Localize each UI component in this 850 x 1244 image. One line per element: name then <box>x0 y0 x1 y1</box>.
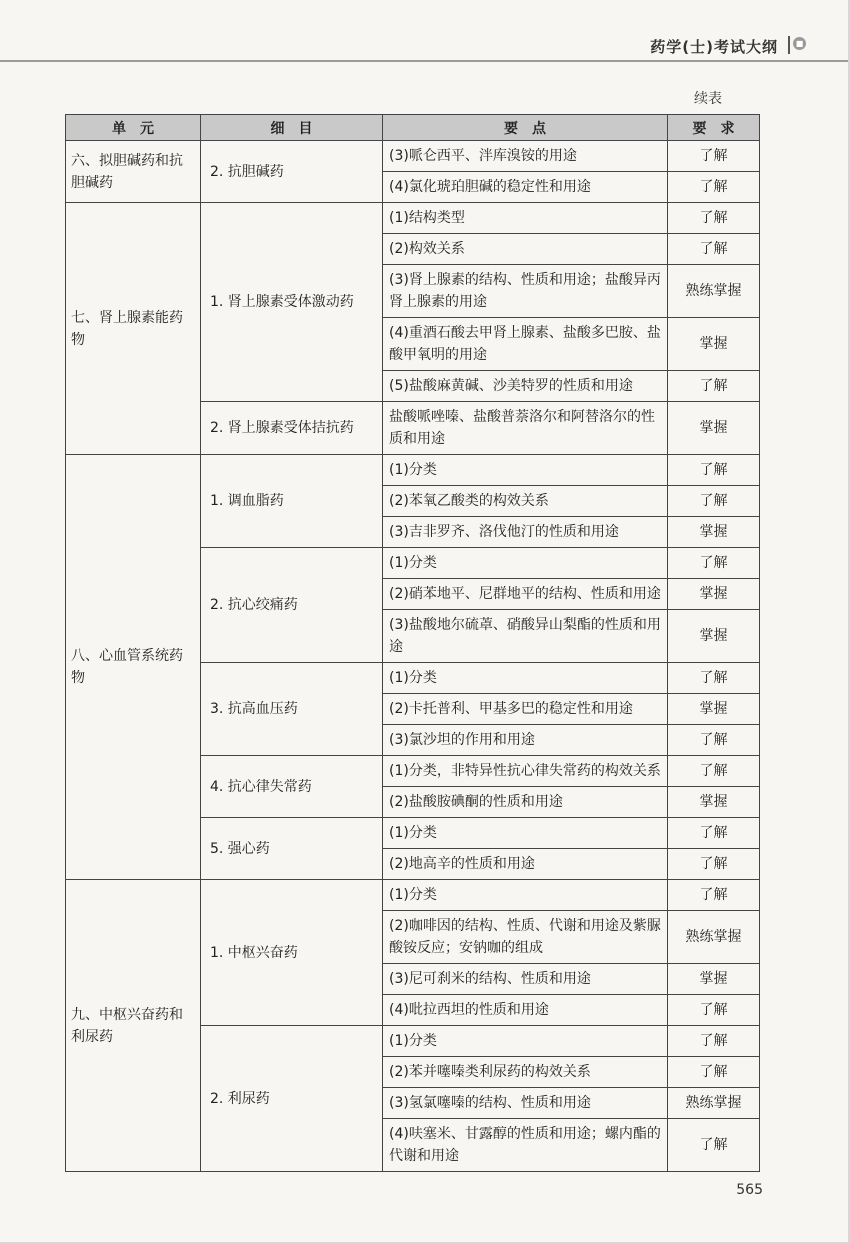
requirement-cell: 了解 <box>668 1119 760 1172</box>
table-row <box>66 141 760 172</box>
keypoint-cell: (4)吡拉西坦的性质和用途 <box>383 995 668 1026</box>
requirement-cell: 了解 <box>668 995 760 1026</box>
unit-cell: 六、拟胆碱药和抗胆碱药 <box>66 141 201 203</box>
unit-cell: 七、肾上腺素能药物 <box>66 203 201 455</box>
header-rule <box>0 60 848 62</box>
requirement-cell: 了解 <box>668 234 760 265</box>
requirement-cell: 掌握 <box>668 787 760 818</box>
keypoint-cell: (1)分类 <box>383 1026 668 1057</box>
subitem-cell: 3. 抗高血压药 <box>201 663 383 756</box>
unit-cell: 八、心血管系统药物 <box>66 455 201 880</box>
header-separator <box>788 36 790 54</box>
subitem-cell: 1. 中枢兴奋药 <box>201 880 383 1026</box>
requirement-cell: 了解 <box>668 1057 760 1088</box>
requirement-cell: 掌握 <box>668 610 760 663</box>
keypoint-cell: (2)地高辛的性质和用途 <box>383 849 668 880</box>
unit-cell: 九、中枢兴奋药和利尿药 <box>66 880 201 1172</box>
header-subitem: 细 目 <box>201 115 383 141</box>
requirement-cell: 了解 <box>668 203 760 234</box>
requirement-cell: 掌握 <box>668 517 760 548</box>
table-row <box>66 455 760 486</box>
requirement-cell: 了解 <box>668 172 760 203</box>
requirement-cell: 掌握 <box>668 402 760 455</box>
syllabus-table <box>65 114 760 1172</box>
keypoint-cell: (1)分类 <box>383 818 668 849</box>
subitem-cell: 2. 抗胆碱药 <box>201 141 383 203</box>
subitem-cell: 5. 强心药 <box>201 818 383 880</box>
requirement-cell: 了解 <box>668 548 760 579</box>
requirement-cell: 了解 <box>668 756 760 787</box>
header-keypoint: 要 点 <box>383 115 668 141</box>
table-row <box>66 203 760 234</box>
keypoint-cell: (1)分类 <box>383 455 668 486</box>
keypoint-cell: (2)卡托普利、甲基多巴的稳定性和用途 <box>383 694 668 725</box>
keypoint-cell: (3)盐酸地尔硫䓬、硝酸异山梨酯的性质和用途 <box>383 610 668 663</box>
requirement-cell: 了解 <box>668 371 760 402</box>
requirement-cell: 了解 <box>668 818 760 849</box>
keypoint-cell: (4)氯化琥珀胆碱的稳定性和用途 <box>383 172 668 203</box>
requirement-cell: 掌握 <box>668 318 760 371</box>
keypoint-cell: (3)氯沙坦的作用和用途 <box>383 725 668 756</box>
requirement-cell: 熟练掌握 <box>668 265 760 318</box>
keypoint-cell: (3)吉非罗齐、洛伐他汀的性质和用途 <box>383 517 668 548</box>
keypoint-cell: (2)构效关系 <box>383 234 668 265</box>
requirement-cell: 了解 <box>668 1026 760 1057</box>
subitem-cell: 2. 利尿药 <box>201 1026 383 1172</box>
subitem-cell: 4. 抗心律失常药 <box>201 756 383 818</box>
continued-label: 续表 <box>694 91 722 107</box>
header-requirement: 要 求 <box>668 115 760 141</box>
keypoint-cell: (1)分类 <box>383 663 668 694</box>
keypoint-cell: (4)重酒石酸去甲肾上腺素、盐酸多巴胺、盐酸甲氧明的用途 <box>383 318 668 371</box>
table-body <box>66 141 760 1172</box>
table-row <box>66 880 760 911</box>
keypoint-cell: (3)哌仑西平、泮库溴铵的用途 <box>383 141 668 172</box>
keypoint-cell: 盐酸哌唑嗪、盐酸普萘洛尔和阿替洛尔的性质和用途 <box>383 402 668 455</box>
requirement-cell: 掌握 <box>668 694 760 725</box>
keypoint-cell: (4)呋塞米、甘露醇的性质和用途；螺内酯的代谢和用途 <box>383 1119 668 1172</box>
subitem-cell: 2. 抗心绞痛药 <box>201 548 383 663</box>
requirement-cell: 了解 <box>668 849 760 880</box>
keypoint-cell: (2)硝苯地平、尼群地平的结构、性质和用途 <box>383 579 668 610</box>
requirement-cell: 掌握 <box>668 579 760 610</box>
keypoint-cell: (3)尼可刹米的结构、性质和用途 <box>383 964 668 995</box>
requirement-cell: 熟练掌握 <box>668 911 760 964</box>
keypoint-cell: (1)分类，非特异性抗心律失常药的构效关系 <box>383 756 668 787</box>
requirement-cell: 熟练掌握 <box>668 1088 760 1119</box>
keypoint-cell: (2)苯并噻嗪类利尿药的构效关系 <box>383 1057 668 1088</box>
header-unit: 单 元 <box>66 115 201 141</box>
page-number: 565 <box>736 1182 763 1198</box>
subitem-cell: 1. 调血脂药 <box>201 455 383 548</box>
keypoint-cell: (1)结构类型 <box>383 203 668 234</box>
table-header-row <box>66 115 760 141</box>
requirement-cell: 了解 <box>668 486 760 517</box>
requirement-cell: 了解 <box>668 141 760 172</box>
requirement-cell: 了解 <box>668 455 760 486</box>
requirement-cell: 了解 <box>668 663 760 694</box>
book-badge-icon: ■ <box>793 37 806 50</box>
requirement-cell: 了解 <box>668 725 760 756</box>
keypoint-cell: (2)咖啡因的结构、性质、代谢和用途及紫脲酸铵反应；安钠咖的组成 <box>383 911 668 964</box>
keypoint-cell: (1)分类 <box>383 880 668 911</box>
requirement-cell: 掌握 <box>668 964 760 995</box>
running-title: 药学(士)考试大纲 <box>650 38 778 56</box>
keypoint-cell: (2)盐酸胺碘酮的性质和用途 <box>383 787 668 818</box>
keypoint-cell: (5)盐酸麻黄碱、沙美特罗的性质和用途 <box>383 371 668 402</box>
keypoint-cell: (3)肾上腺素的结构、性质和用途；盐酸异丙肾上腺素的用途 <box>383 265 668 318</box>
keypoint-cell: (2)苯氧乙酸类的构效关系 <box>383 486 668 517</box>
keypoint-cell: (1)分类 <box>383 548 668 579</box>
subitem-cell: 1. 肾上腺素受体激动药 <box>201 203 383 402</box>
subitem-cell: 2. 肾上腺素受体拮抗药 <box>201 402 383 455</box>
requirement-cell: 了解 <box>668 880 760 911</box>
keypoint-cell: (3)氢氯噻嗪的结构、性质和用途 <box>383 1088 668 1119</box>
